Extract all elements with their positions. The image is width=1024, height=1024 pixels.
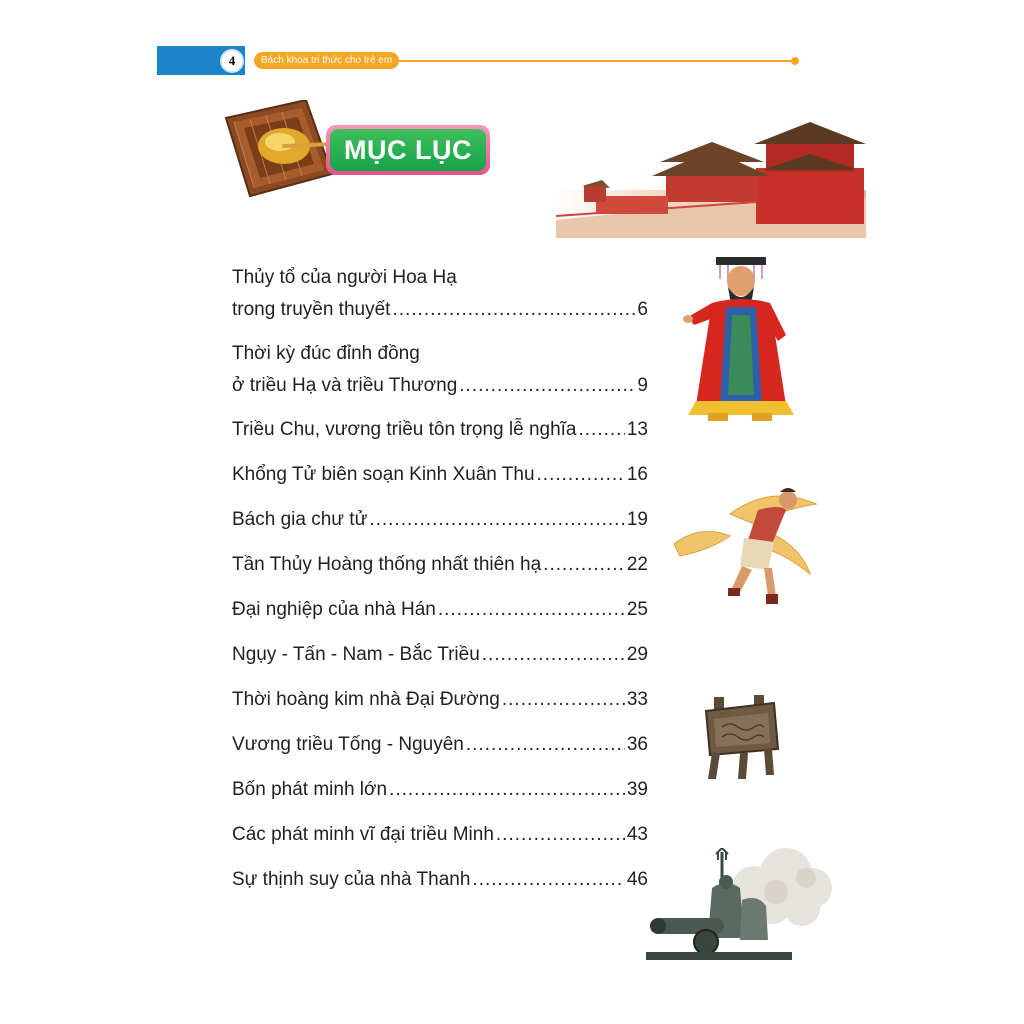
toc-entry[interactable] — [232, 643, 648, 667]
toc-entry-title: Khổng Tử biên soạn Kinh Xuân Thu — [232, 464, 535, 485]
toc-entry[interactable] — [232, 688, 648, 712]
toc-entry-title: Triều Chu, vương triều tôn trọng lễ nghĩa — [232, 419, 577, 440]
palace-image — [556, 120, 866, 238]
header-rule — [393, 60, 795, 62]
toc-leader-dots — [389, 778, 625, 802]
page-number: 4 — [220, 49, 244, 73]
toc-leader-dots — [496, 823, 625, 847]
toc-entry[interactable] — [232, 553, 648, 577]
toc-entry[interactable] — [232, 463, 648, 487]
toc-leader-dots — [459, 374, 635, 398]
compass-image — [220, 100, 338, 198]
toc-page-number: 39 — [626, 779, 648, 800]
toc-page-number: 46 — [626, 869, 648, 890]
toc-page-number: 25 — [626, 599, 648, 620]
toc-page-number: 9 — [637, 375, 648, 396]
toc-page-number: 6 — [637, 299, 648, 320]
toc-entry[interactable] — [232, 598, 648, 622]
series-title: Bách khoa tri thức cho trẻ em — [254, 52, 399, 69]
toc-leader-dots — [502, 688, 625, 712]
toc-entry-title: ở triều Hạ và triều Thương — [232, 375, 458, 396]
toc-page-number: 33 — [626, 689, 648, 710]
toc-leader-dots — [369, 508, 625, 532]
cannon-image — [646, 848, 832, 962]
toc-leader-dots — [543, 553, 625, 577]
toc-leader-dots — [438, 598, 625, 622]
toc-page-number: 16 — [626, 464, 648, 485]
toc-entry[interactable] — [232, 508, 648, 532]
toc-entry-title: Sự thịnh suy của nhà Thanh — [232, 869, 471, 890]
toc-entry[interactable] — [232, 266, 648, 322]
toc-page-number: 22 — [626, 554, 648, 575]
toc-entry-title: Thủy tổ của người Hoa Hạ — [232, 267, 457, 288]
toc-page-number: 36 — [626, 734, 648, 755]
toc-entry-title: Bách gia chư tử — [232, 509, 368, 530]
toc-page-number: 43 — [626, 824, 648, 845]
toc-entry-title: Bốn phát minh lớn — [232, 779, 388, 800]
bronze-ding-image — [700, 693, 780, 781]
toc-leader-dots — [579, 418, 625, 442]
toc-entry-title: Thời kỳ đúc đỉnh đồng — [232, 343, 420, 364]
dancer-image — [670, 484, 818, 610]
toc-entry[interactable] — [232, 868, 648, 892]
toc-entry-title: Ngụy - Tấn - Nam - Bắc Triều — [232, 644, 480, 665]
toc-page-number: 19 — [626, 509, 648, 530]
toc-leader-dots — [472, 868, 624, 892]
toc-page-number: 29 — [626, 644, 648, 665]
toc-entry-title: Các phát minh vĩ đại triều Minh — [232, 824, 494, 845]
toc-leader-dots — [392, 298, 635, 322]
emperor-image — [682, 255, 802, 423]
header-rule-dot — [791, 57, 799, 65]
toc-entry-title: Vương triều Tống - Nguyên — [232, 734, 464, 755]
page-title: MỤC LỤC — [330, 129, 486, 171]
toc-leader-dots — [466, 733, 625, 757]
toc-entry-title: Tần Thủy Hoàng thống nhất thiên hạ — [232, 554, 542, 575]
toc-entry-title: trong truyền thuyết — [232, 299, 391, 320]
toc-entry[interactable] — [232, 823, 648, 847]
toc-entry[interactable] — [232, 778, 648, 802]
toc-entry-title: Đại nghiệp của nhà Hán — [232, 599, 436, 620]
toc-leader-dots — [482, 643, 625, 667]
toc-leader-dots — [537, 463, 625, 487]
toc-entry[interactable] — [232, 733, 648, 757]
toc-entry[interactable] — [232, 418, 648, 442]
toc-page-number: 13 — [626, 419, 648, 440]
toc-entry[interactable] — [232, 342, 648, 398]
toc-entry-title: Thời hoàng kim nhà Đại Đường — [232, 689, 500, 710]
